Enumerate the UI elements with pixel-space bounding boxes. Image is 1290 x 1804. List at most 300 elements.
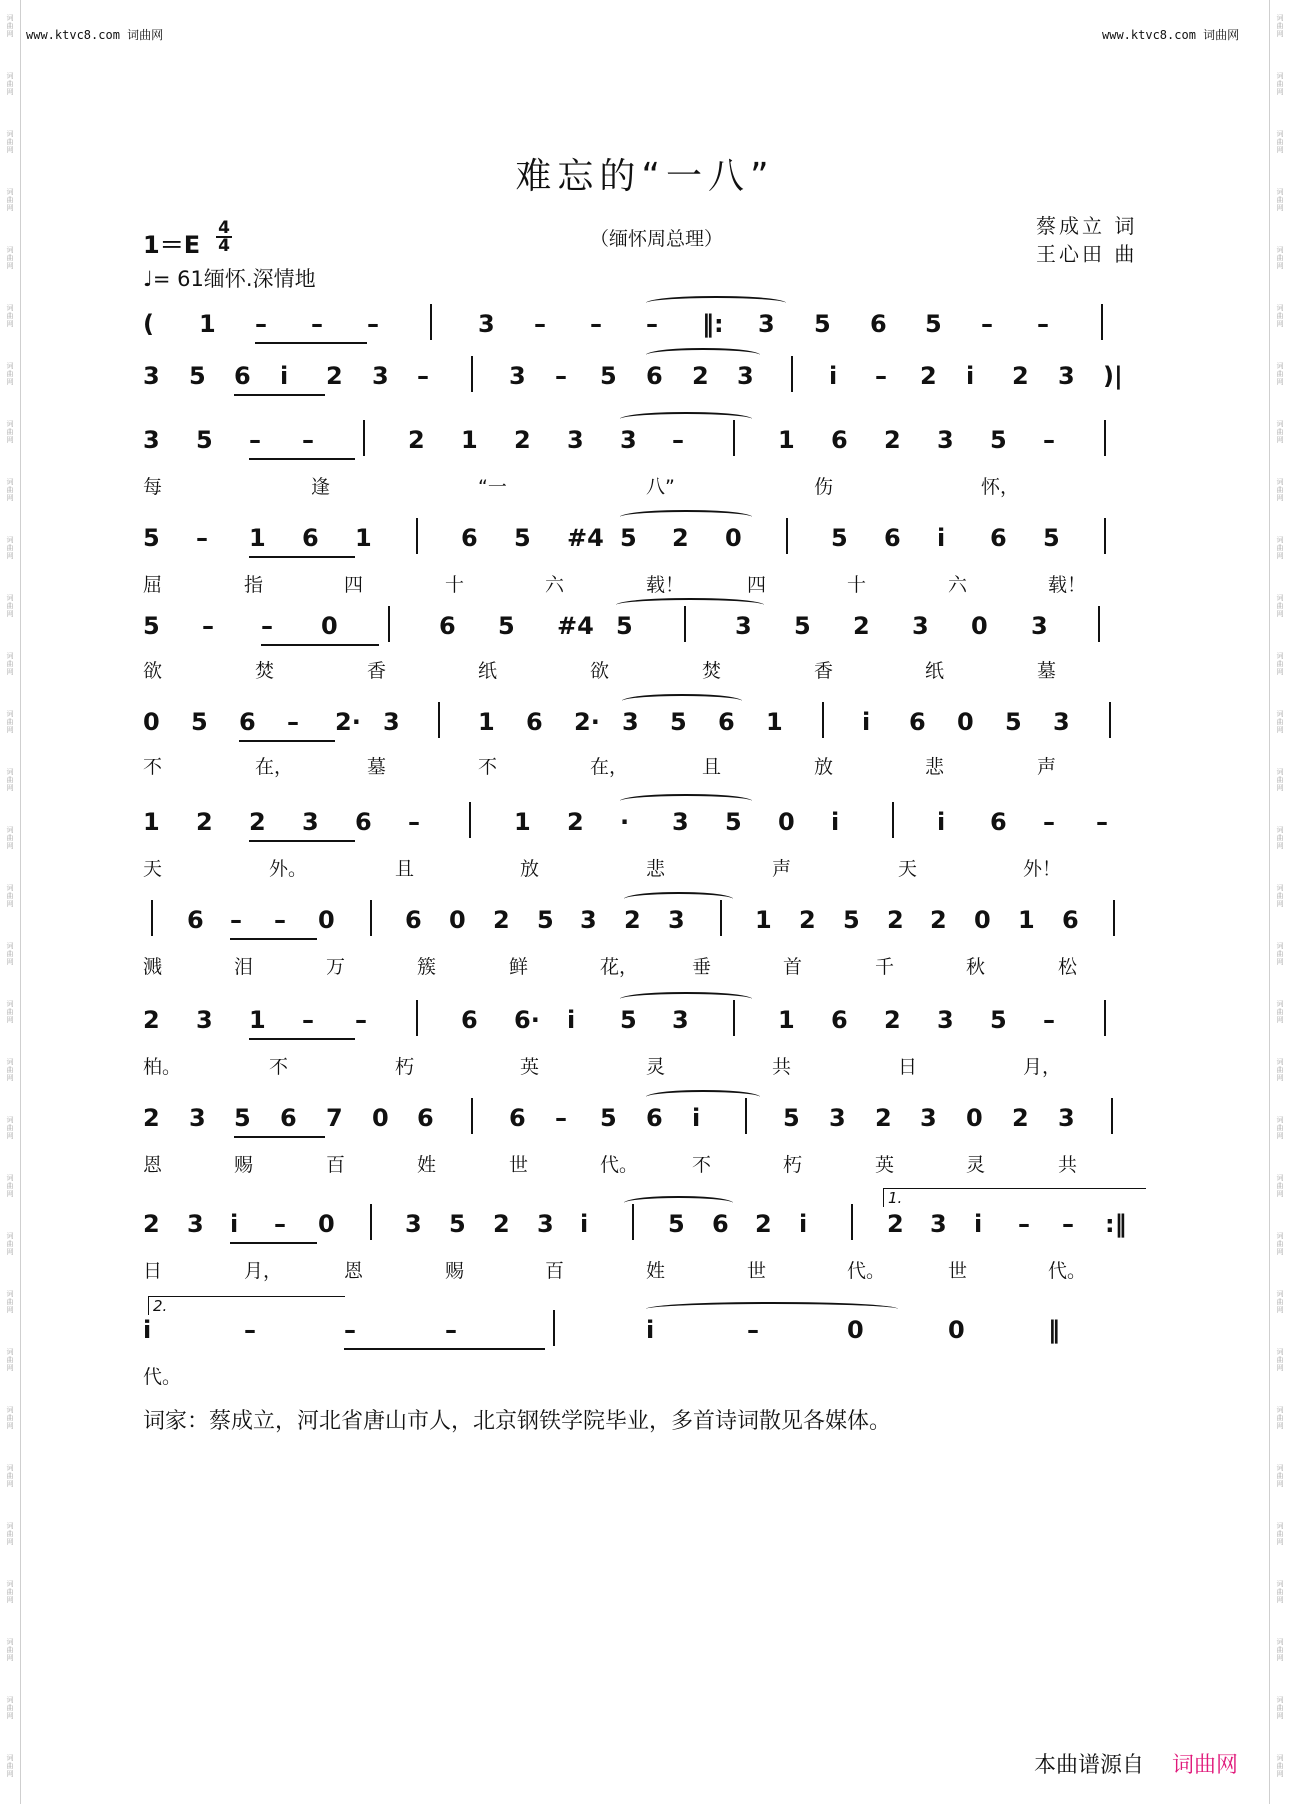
side-watermark-text: 词 曲 网: [1276, 1348, 1284, 1372]
note-symbol: 6: [280, 1104, 297, 1132]
note-symbol: i: [937, 524, 946, 552]
note-symbol: –: [445, 1316, 457, 1344]
note-symbol: –: [408, 808, 420, 836]
lyric-syllable: 恩: [143, 1154, 163, 1176]
note-symbol: ‖:: [702, 310, 724, 338]
note-symbol: 3: [187, 1210, 204, 1238]
slur-arc: [646, 348, 760, 362]
side-watermark-text: 词 曲 网: [6, 246, 14, 270]
note-symbol: i: [692, 1104, 701, 1132]
slur-arc: [624, 1196, 733, 1210]
beam-underline: [344, 1348, 545, 1350]
lyric-syllable: 簇: [417, 956, 437, 978]
lyric-syllable: 在，: [590, 756, 629, 778]
note-symbol: 2: [143, 1210, 160, 1238]
header-left-url: www.ktvc8.com 词曲网: [26, 28, 164, 42]
note-symbol: –: [646, 310, 658, 338]
lyric-syllable: 八”: [646, 476, 675, 498]
note-symbol: i: [580, 1210, 589, 1238]
lyric-syllable: 四: [747, 574, 767, 596]
barline: [1109, 702, 1111, 738]
note-symbol: 5: [620, 1006, 637, 1034]
note-symbol: 2: [249, 808, 266, 836]
lyric-syllable: 四: [344, 574, 364, 596]
lyric-syllable: 在，: [255, 756, 294, 778]
note-symbol: 0: [372, 1104, 389, 1132]
lyric-syllable: “一: [478, 476, 507, 498]
note-symbol: 5: [189, 362, 206, 390]
note-symbol: 2: [853, 612, 870, 640]
side-watermark-text: 词 曲 网: [1276, 304, 1284, 328]
note-symbol: 6: [461, 1006, 478, 1034]
lyric-syllable: 放: [814, 756, 834, 778]
lyric-syllable: 悲: [925, 756, 945, 778]
side-watermark-text: 词 曲 网: [6, 1638, 14, 1662]
side-watermark-text: 词 曲 网: [1276, 188, 1284, 212]
lyric-syllable: 载！: [1048, 574, 1087, 596]
notation-row: [143, 362, 1149, 402]
note-symbol: 3: [758, 310, 775, 338]
side-watermark-text: 词 曲 网: [1276, 942, 1284, 966]
note-symbol: 5: [1043, 524, 1060, 552]
barline: [1101, 304, 1103, 340]
lyric-syllable: 首: [783, 956, 803, 978]
note-symbol: 5: [514, 524, 531, 552]
side-watermark-text: 词 曲 网: [6, 1406, 14, 1430]
lyric-syllable: 不: [269, 1056, 289, 1078]
note-symbol: i: [280, 362, 289, 390]
note-symbol: 1: [478, 708, 495, 736]
note-symbol: –: [311, 310, 323, 338]
note-symbol: –: [1037, 310, 1049, 338]
note-symbol: 5: [990, 1006, 1007, 1034]
lyric-syllable: 百: [326, 1154, 346, 1176]
note-symbol: –: [274, 906, 286, 934]
beam-underline: [261, 644, 379, 646]
dedication-subtitle: （缅怀周总理）: [590, 228, 724, 250]
lyric-syllable: 香: [814, 660, 834, 682]
note-symbol: 2: [624, 906, 641, 934]
lyric-syllable: 世: [509, 1154, 529, 1176]
note-symbol: –: [875, 362, 887, 390]
lyric-syllable: 共: [772, 1056, 792, 1078]
lyric-syllable: 代。: [143, 1366, 182, 1388]
note-symbol: 0: [948, 1316, 965, 1344]
note-symbol: 3: [622, 708, 639, 736]
lyric-syllable: 六: [948, 574, 968, 596]
lyric-syllable: 恩: [344, 1260, 364, 1282]
lyric-syllable: 屈: [143, 574, 163, 596]
lyric-syllable: 世: [747, 1260, 767, 1282]
note-symbol: 0: [778, 808, 795, 836]
note-symbol: 3: [672, 808, 689, 836]
lyric-syllable: 欲: [590, 660, 610, 682]
lyric-syllable: 花，: [600, 956, 639, 978]
note-symbol: )|: [1103, 362, 1123, 390]
lyric-row: [143, 952, 1149, 982]
note-symbol: –: [1043, 1006, 1055, 1034]
side-watermark-text: 词 曲 网: [1276, 1754, 1284, 1778]
note-symbol: –: [344, 1316, 356, 1344]
lyric-syllable: 溅: [143, 956, 163, 978]
note-symbol: 1: [249, 1006, 266, 1034]
note-symbol: 1: [755, 906, 772, 934]
note-symbol: 2: [875, 1104, 892, 1132]
note-symbol: 3: [1053, 708, 1070, 736]
note-symbol: i: [966, 362, 975, 390]
note-symbol: –: [244, 1316, 256, 1344]
note-symbol: 3: [920, 1104, 937, 1132]
lyric-row: [143, 1256, 1149, 1286]
lyric-row: [143, 1150, 1149, 1180]
side-watermark-text: 词 曲 网: [1276, 536, 1284, 560]
side-watermark-text: 词 曲 网: [6, 130, 14, 154]
note-symbol: 6: [526, 708, 543, 736]
note-symbol: –: [534, 310, 546, 338]
note-symbol: 6: [646, 362, 663, 390]
notation-row: [143, 708, 1149, 748]
note-symbol: 6: [461, 524, 478, 552]
note-symbol: 2: [1012, 362, 1029, 390]
lyric-row: [143, 854, 1149, 884]
note-symbol: 2: [887, 1210, 904, 1238]
note-symbol: 0: [318, 906, 335, 934]
note-symbol: 5: [498, 612, 515, 640]
side-watermark-text: 词 曲 网: [6, 1754, 14, 1778]
note-symbol: –: [555, 362, 567, 390]
source-brand-link[interactable]: 词曲网: [1172, 1753, 1239, 1778]
note-symbol: 2: [196, 808, 213, 836]
side-watermark-text: 词 曲 网: [1276, 246, 1284, 270]
side-watermark-text: 词 曲 网: [1276, 478, 1284, 502]
lyric-syllable: 焚: [702, 660, 722, 682]
note-symbol: 0: [847, 1316, 864, 1344]
note-symbol: 6: [417, 1104, 434, 1132]
side-watermark-text: 词 曲 网: [1276, 710, 1284, 734]
barline: [892, 802, 894, 838]
side-watermark-text: 词 曲 网: [1276, 1406, 1284, 1430]
side-watermark-text: 词 曲 网: [6, 826, 14, 850]
note-symbol: :‖: [1105, 1210, 1127, 1238]
note-symbol: 1: [778, 1006, 795, 1034]
note-symbol: –: [255, 310, 267, 338]
note-symbol: 6: [509, 1104, 526, 1132]
note-symbol: –: [555, 1104, 567, 1132]
side-watermark-text: 词 曲 网: [6, 420, 14, 444]
note-symbol: 3: [143, 426, 160, 454]
side-watermark-text: 词 曲 网: [6, 1290, 14, 1314]
side-watermark-text: 词 曲 网: [6, 1000, 14, 1024]
note-symbol: 3: [567, 426, 584, 454]
note-symbol: i: [143, 1316, 152, 1344]
lyric-syllable: 千: [875, 956, 895, 978]
lyric-syllable: 姓: [417, 1154, 437, 1176]
tempo-marking: ♩= 61缅怀.深情地: [143, 267, 316, 291]
note-symbol: –: [1096, 808, 1108, 836]
note-symbol: 0: [974, 906, 991, 934]
side-watermark-text: 词 曲 网: [1276, 652, 1284, 676]
side-watermark-text: 词 曲 网: [1276, 1058, 1284, 1082]
note-symbol: 5: [831, 524, 848, 552]
note-symbol: 5: [990, 426, 1007, 454]
side-watermark-text: 词 曲 网: [1276, 1116, 1284, 1140]
lyric-syllable: 月，: [244, 1260, 283, 1282]
note-symbol: 7: [326, 1104, 343, 1132]
lyric-row: [143, 472, 1149, 502]
lyric-syllable: 共: [1058, 1154, 1078, 1176]
slur-arc: [624, 892, 733, 906]
barline: [438, 702, 440, 738]
lyric-syllable: 朽: [783, 1154, 803, 1176]
notation-row: [143, 524, 1149, 564]
lyric-syllable: 英: [520, 1056, 540, 1078]
note-symbol: 5: [1005, 708, 1022, 736]
note-symbol: 1: [143, 808, 160, 836]
barline: [1104, 518, 1106, 554]
note-symbol: 0: [449, 906, 466, 934]
time-signature-bottom: 4: [218, 236, 230, 256]
note-symbol: –: [981, 310, 993, 338]
side-watermark-text: 词 曲 网: [6, 884, 14, 908]
lyric-syllable: 日: [898, 1056, 918, 1078]
note-symbol: 2: [326, 362, 343, 390]
note-symbol: 6: [870, 310, 887, 338]
lyric-syllable: 每: [143, 476, 163, 498]
barline: [151, 900, 153, 936]
note-symbol: i: [230, 1210, 239, 1238]
side-watermark-text: 词 曲 网: [6, 72, 14, 96]
note-symbol: 3: [620, 426, 637, 454]
side-watermark-text: 词 曲 网: [6, 1116, 14, 1140]
note-symbol: 2: [408, 426, 425, 454]
note-symbol: 6: [439, 612, 456, 640]
barline: [430, 304, 432, 340]
note-symbol: 6: [990, 524, 1007, 552]
barline: [1111, 1098, 1113, 1134]
side-watermark-text: 词 曲 网: [1276, 14, 1284, 38]
lyric-syllable: 声: [1037, 756, 1057, 778]
note-symbol: 0: [966, 1104, 983, 1132]
note-symbol: 5: [191, 708, 208, 736]
note-symbol: 5: [143, 612, 160, 640]
side-watermark-text: 词 曲 网: [6, 362, 14, 386]
beam-underline: [249, 840, 355, 842]
lyric-syllable: 不: [692, 1154, 712, 1176]
right-watermark-strip: [1269, 0, 1290, 1804]
lyric-syllable: 英: [875, 1154, 895, 1176]
note-symbol: 2: [920, 362, 937, 390]
note-symbol: –: [274, 1210, 286, 1238]
side-watermark-text: 词 曲 网: [6, 710, 14, 734]
note-symbol: 0: [143, 708, 160, 736]
note-symbol: 3: [189, 1104, 206, 1132]
note-symbol: 2: [493, 906, 510, 934]
note-symbol: 0: [725, 524, 742, 552]
note-symbol: 2: [887, 906, 904, 934]
side-watermark-text: 词 曲 网: [6, 1522, 14, 1546]
note-symbol: –: [672, 426, 684, 454]
side-watermark-text: 词 曲 网: [1276, 1000, 1284, 1024]
lyric-syllable: 载！: [646, 574, 685, 596]
notation-row: [143, 808, 1149, 848]
lyric-syllable: 世: [948, 1260, 968, 1282]
slur-arc: [620, 510, 752, 524]
notation-row: [143, 1210, 1149, 1250]
slur-arc: [616, 598, 764, 612]
note-symbol: 0: [957, 708, 974, 736]
lyric-syllable: 百: [545, 1260, 565, 1282]
note-symbol: 6: [884, 524, 901, 552]
note-symbol: –: [202, 612, 214, 640]
note-symbol: 3: [1058, 1104, 1075, 1132]
lyric-syllable: 指: [244, 574, 264, 596]
side-watermark-text: 词 曲 网: [6, 768, 14, 792]
note-symbol: 3: [509, 362, 526, 390]
note-symbol: 6: [187, 906, 204, 934]
note-symbol: 2·: [574, 708, 600, 736]
note-symbol: –: [1043, 808, 1055, 836]
note-symbol: 2: [755, 1210, 772, 1238]
lyric-syllable: 逢: [311, 476, 331, 498]
slur-arc: [622, 694, 742, 708]
notation-row: [143, 426, 1149, 466]
note-symbol: 3: [196, 1006, 213, 1034]
side-watermark-text: 词 曲 网: [1276, 826, 1284, 850]
lyric-syllable: 月，: [1023, 1056, 1062, 1078]
beam-underline: [230, 1242, 317, 1244]
source-label: 本曲谱源自: [1034, 1753, 1145, 1778]
lyric-syllable: 代。: [847, 1260, 886, 1282]
barline: [1113, 900, 1115, 936]
barline: [363, 420, 365, 456]
side-watermark-text: 词 曲 网: [6, 1464, 14, 1488]
note-symbol: 2: [692, 362, 709, 390]
note-symbol: 3: [912, 612, 929, 640]
note-symbol: 5: [600, 362, 617, 390]
note-symbol: i: [937, 808, 946, 836]
lyric-syllable: 且: [702, 756, 722, 778]
note-symbol: 1: [355, 524, 372, 552]
beam-underline: [234, 394, 325, 396]
note-symbol: 3: [1031, 612, 1048, 640]
note-symbol: i: [567, 1006, 576, 1034]
note-symbol: 0: [321, 612, 338, 640]
note-symbol: –: [230, 906, 242, 934]
beam-underline: [249, 458, 355, 460]
lyric-syllable: 垂: [692, 956, 712, 978]
lyric-row: [143, 752, 1149, 782]
note-symbol: 3: [302, 808, 319, 836]
song-title: 难忘的“一八”: [515, 156, 775, 197]
beam-underline: [255, 342, 367, 344]
notation-row: [143, 1316, 1149, 1356]
barline: [1104, 420, 1106, 456]
note-symbol: 3: [937, 1006, 954, 1034]
note-symbol: 3: [405, 1210, 422, 1238]
lyric-syllable: 焚: [255, 660, 275, 682]
barline: [416, 1000, 418, 1036]
lyric-syllable: 日: [143, 1260, 163, 1282]
lyric-syllable: 朽: [395, 1056, 415, 1078]
lyric-row: [143, 1362, 1149, 1392]
note-symbol: 1: [199, 310, 216, 338]
side-watermark-text: 词 曲 网: [1276, 420, 1284, 444]
barline: [1098, 606, 1100, 642]
barline: [471, 356, 473, 392]
note-symbol: 2: [930, 906, 947, 934]
composer-credit: 王心田 曲: [1036, 242, 1138, 266]
slur-arc: [620, 992, 752, 1006]
note-symbol: 5: [794, 612, 811, 640]
note-symbol: 3: [829, 1104, 846, 1132]
lyric-syllable: 六: [545, 574, 565, 596]
beam-underline: [249, 1038, 355, 1040]
lyric-syllable: 万: [326, 956, 346, 978]
notation-row: [143, 612, 1149, 652]
side-watermark-text: 词 曲 网: [6, 594, 14, 618]
note-symbol: i: [831, 808, 840, 836]
note-symbol: 6: [831, 426, 848, 454]
lyric-syllable: 代。: [600, 1154, 639, 1176]
side-watermark-text: 词 曲 网: [1276, 594, 1284, 618]
barline: [791, 356, 793, 392]
lyric-syllable: 纸: [925, 660, 945, 682]
side-watermark-text: 词 曲 网: [1276, 1638, 1284, 1662]
lyric-syllable: 松: [1058, 956, 1078, 978]
note-symbol: –: [355, 1006, 367, 1034]
notation-row: [143, 310, 1149, 350]
lyric-syllable: 秋: [966, 956, 986, 978]
note-symbol: 0: [971, 612, 988, 640]
note-symbol: 5: [925, 310, 942, 338]
lyric-syllable: 十: [445, 574, 465, 596]
lyric-syllable: 天: [898, 858, 918, 880]
note-symbol: 2: [514, 426, 531, 454]
left-watermark-strip: [0, 0, 21, 1804]
side-watermark-text: 词 曲 网: [6, 942, 14, 966]
note-symbol: 2: [884, 1006, 901, 1034]
lyric-syllable: 放: [520, 858, 540, 880]
lyric-syllable: 泪: [234, 956, 254, 978]
note-symbol: 6: [234, 362, 251, 390]
lyric-syllable: 灵: [646, 1056, 666, 1078]
side-watermark-text: 词 曲 网: [6, 1058, 14, 1082]
notation-row: [143, 906, 1149, 946]
note-symbol: 6: [990, 808, 1007, 836]
side-watermark-text: 词 曲 网: [6, 1348, 14, 1372]
note-symbol: –: [287, 708, 299, 736]
lyric-syllable: 赐: [445, 1260, 465, 1282]
key-signature: 1＝E: [143, 231, 201, 259]
side-watermark-text: 词 曲 网: [1276, 768, 1284, 792]
note-symbol: 2: [567, 808, 584, 836]
note-symbol: 6: [712, 1210, 729, 1238]
side-watermark-text: 词 曲 网: [1276, 1232, 1284, 1256]
lyric-syllable: 且: [395, 858, 415, 880]
note-symbol: 5: [449, 1210, 466, 1238]
note-symbol: (: [143, 310, 154, 338]
note-symbol: –: [417, 362, 429, 390]
lyric-syllable: 不: [143, 756, 163, 778]
lyric-syllable: 声: [772, 858, 792, 880]
note-symbol: 3: [372, 362, 389, 390]
note-symbol: 5: [600, 1104, 617, 1132]
beam-underline: [234, 1136, 325, 1138]
note-symbol: –: [367, 310, 379, 338]
side-watermark-text: 词 曲 网: [6, 1580, 14, 1604]
note-symbol: 3: [1058, 362, 1075, 390]
side-watermark-text: 词 曲 网: [1276, 362, 1284, 386]
